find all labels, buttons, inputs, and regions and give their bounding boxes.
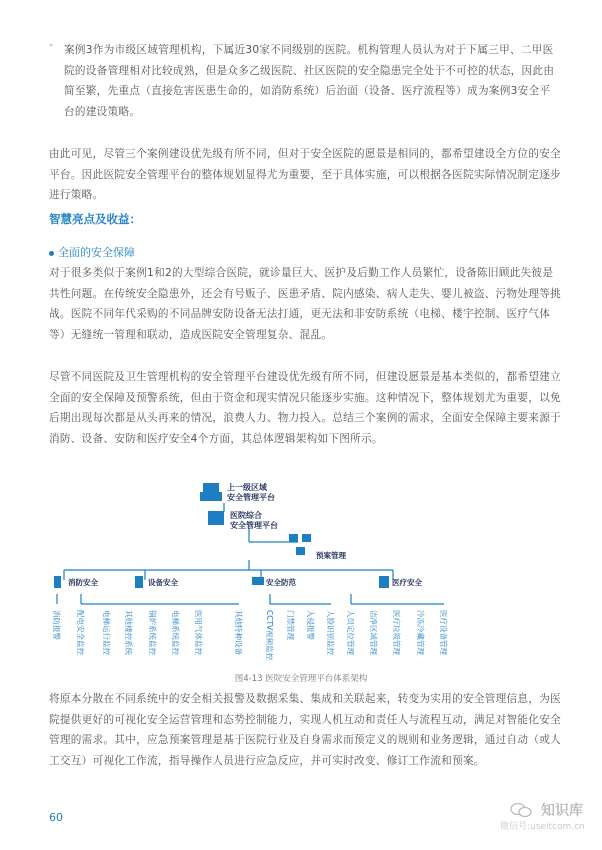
leaf-item-1-3: 锅炉系统监控 [148,610,157,655]
watermark-brand: 知识库 [541,803,583,819]
wechat-icon [510,802,532,818]
leaf-item-3-3: 冷冻冷藏管理 [416,610,425,655]
warning-node: 预案管理 [316,551,346,560]
bullet-dot-icon [49,251,54,256]
figure-caption: 图4-13 医院安全管理平台体系架构 [234,674,368,684]
paragraph-integration: 将原本分散在不同系统中的安全相关报警及数据采集、集成和关联起来，转变为实用的安全管理信息，为医院提供更好的可视化安全运营管理和态势控制能力，实现人机互动和责任人与流程互动，满足对智能化安全管理的需求。其中，应急预案管理是基于医院行业及自身需求而预定义的规则和业务逻辑，通过自动（或人工交互）可视化工作流，指导操作人员进行应急反应，并可实时改变、修订工作流和预案。 [49,693,562,767]
architecture-diagram [40,470,560,665]
leaf-item-1-4: 电梯系统监控 [171,610,180,655]
subsection-title-text: 全面的安全保障 [58,246,135,259]
category-security: 安全防范 [266,578,296,587]
leaf-item-3-0: 人员定位管理 [346,610,355,655]
paragraph-vision: 尽管不同医院及卫生管理机构的安全管理平台建设优先级有所不同，但建设愿景是基本类似的，都希望建立全面的安全保障及预警系统，但由于资金和现实情况只能逐步实施。这种情况下，整体规划尤为重要，以免后期出现每次都是从头再来的情况，浪费人力、物力投入。总结三个案例的需求，全面安全保障主要来源于消防、设备、安防和医疗安全4个方面，其总体逻辑架构如下图所示。 [49,371,562,445]
paragraph-challenges: 对于很多类似于案例1和2的大型综合医院，就诊量巨大、医护及后勤工作人员繁忙，设备陈旧顾此失彼是共性问题。在传统安全隐患外，还会有号贩子、医患矛盾、院内感染、病人走失、婴儿被盗、污物处理等挑战。医院不同年代采购的不同品牌安防设备无法打通，更无法和非安防系统（电梯、楼宇控制、医疗气体等）无缝统一管理和联动，造成医院安全管理复杂、混乱。 [49,267,562,341]
leaf-item-2-3: 人脸识别监控 [326,610,335,655]
leaf-item-1-6: 其他特种设备 [234,610,243,655]
top-node-line1: 上一级区域 [227,483,267,492]
hospital-node-line1: 医院综合 [230,511,262,520]
paragraph-summary: 由此可见，尽管三个案例建设优先级有所不同，但对于安全医院的愿景是相同的，都希望建设全方位的安全平台。因此医院安全管理平台的整体规划显得尤为重要，至于具体实施，可以根据各医院实际情况制定逐步进行策略。 [49,148,562,201]
leaf-item-3-2: 医疗垃圾管理 [392,610,401,655]
leaf-item-1-2: 其他楼控系统 [124,610,133,655]
leaf-item-1-0: 配电安全监控 [76,610,85,655]
hospital-node-line2: 安全管理平台 [230,521,278,530]
page-number: 60 [49,811,63,824]
leaf-item-3-4: 医疗设备管理 [439,610,448,655]
category-medical: 医疗安全 [392,578,422,587]
leaf-item-1-5: 医用气体监控 [194,610,203,655]
list-dash: - [49,38,53,51]
paragraph-case3: 案例3作为市级区域管理机构，下属近30家不同级别的医院。机构管理人员认为对于下属三甲、二甲医院的设备管理相对比较成熟，但是众多乙级医院、社区医院的安全隐患完全处于不可控的状态，因此由简至繁，先重点（直接危害医患生命的，如消防系统）后治面（设备、医疗流程等）成为案例3安全平台的建设策略。 [64,44,555,118]
leaf-item-2-1: 门禁管理 [286,610,295,640]
category-fire: 消防安全 [68,578,98,587]
leaf-item-0-0: 消防报警 [52,610,61,640]
subsection-title [49,244,135,260]
watermark-sub: 微信号:useitcom.cn [500,822,585,832]
top-node-line2: 安全管理平台 [227,493,275,502]
leaf-item-2-2: 入侵报警 [306,610,315,640]
section-title: 智慧亮点及收益： [49,212,141,226]
leaf-item-1-1: 电梯运行监控 [102,610,111,655]
leaf-item-2-0: CCTV视频监控 [265,610,274,661]
category-equipment: 设备安全 [148,578,178,587]
leaf-item-3-1: 洁净区域管理 [369,610,378,655]
